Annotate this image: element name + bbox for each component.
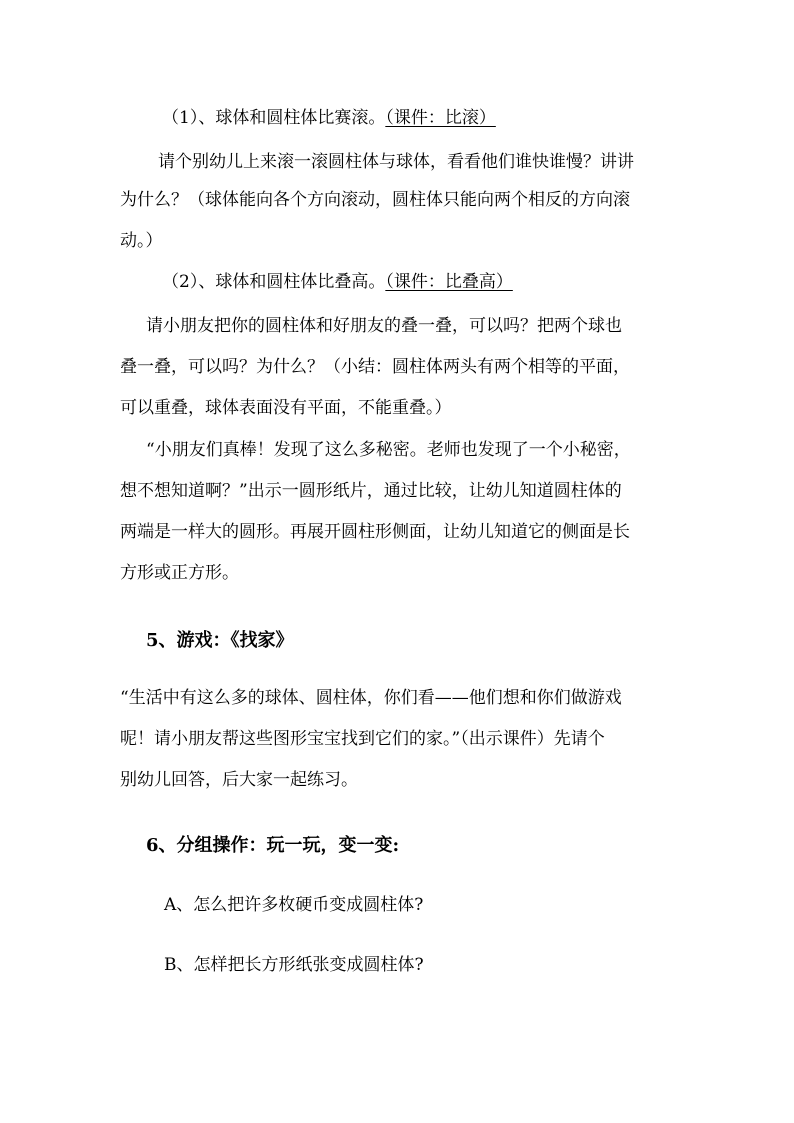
paragraph-2-line-2: 叠一叠，可以吗？为什么？（小结：圆柱体两头有两个相等的平面， (120, 357, 630, 377)
section-5-line-1: “生活中有这么多的球体、圆柱体，你们看——他们想和你们做游戏 (120, 688, 622, 708)
item-1-line (162, 108, 722, 128)
item-2-courseware-link[interactable]: （课件：比叠高） (385, 272, 513, 292)
paragraph-3-line-1: “小朋友们真棒！发现了这么多秘密。老师也发现了一个小秘密， (146, 440, 631, 460)
paragraph-1-line-3: 动。） (120, 231, 163, 251)
section-5-heading: 5、游戏：《找家》 (146, 630, 294, 651)
item-2-label: （2）、球体和圆柱体比叠高。 (162, 272, 386, 292)
section-5-line-2: 呢！请小朋友帮这些图形宝宝找到它们的家。”（出示课件）先请个 (120, 729, 605, 749)
section-6-item-a: A、怎么把许多枚硬币变成圆柱体? (164, 895, 424, 915)
section-6-item-b: B、怎样把长方形纸张变成圆柱体? (164, 955, 424, 975)
paragraph-3-line-2: 想不想知道啊？”出示一圆形纸片，通过比较，让幼儿知道圆柱体的 (120, 481, 622, 501)
item-1-courseware-link[interactable]: （课件：比滚） (385, 108, 496, 128)
paragraph-1-line-1: 请个别幼儿上来滚一滚圆柱体与球体，看看他们谁快谁慢？讲讲 (158, 152, 634, 172)
section-5-line-3: 别幼儿回答，后大家一起练习。 (120, 770, 358, 790)
item-2-line (162, 272, 722, 292)
paragraph-2-line-3: 可以重叠，球体表面没有平面，不能重叠。） (120, 398, 452, 418)
paragraph-1-line-2: 为什么？（球体能向各个方向滚动，圆柱体只能向两个相反的方向滚 (120, 190, 630, 210)
paragraph-3-line-3: 两端是一样大的圆形。再展开圆柱形侧面，让幼儿知道它的侧面是长 (120, 522, 630, 542)
section-6-heading: 6、分组操作：玩一玩，变一变: (146, 835, 400, 856)
paragraph-3-line-4: 方形或正方形。 (120, 563, 239, 583)
item-1-label: （1）、球体和圆柱体比赛滚。 (162, 108, 386, 128)
paragraph-2-line-1: 请小朋友把你的圆柱体和好朋友的叠一叠，可以吗？把两个球也 (146, 316, 622, 336)
